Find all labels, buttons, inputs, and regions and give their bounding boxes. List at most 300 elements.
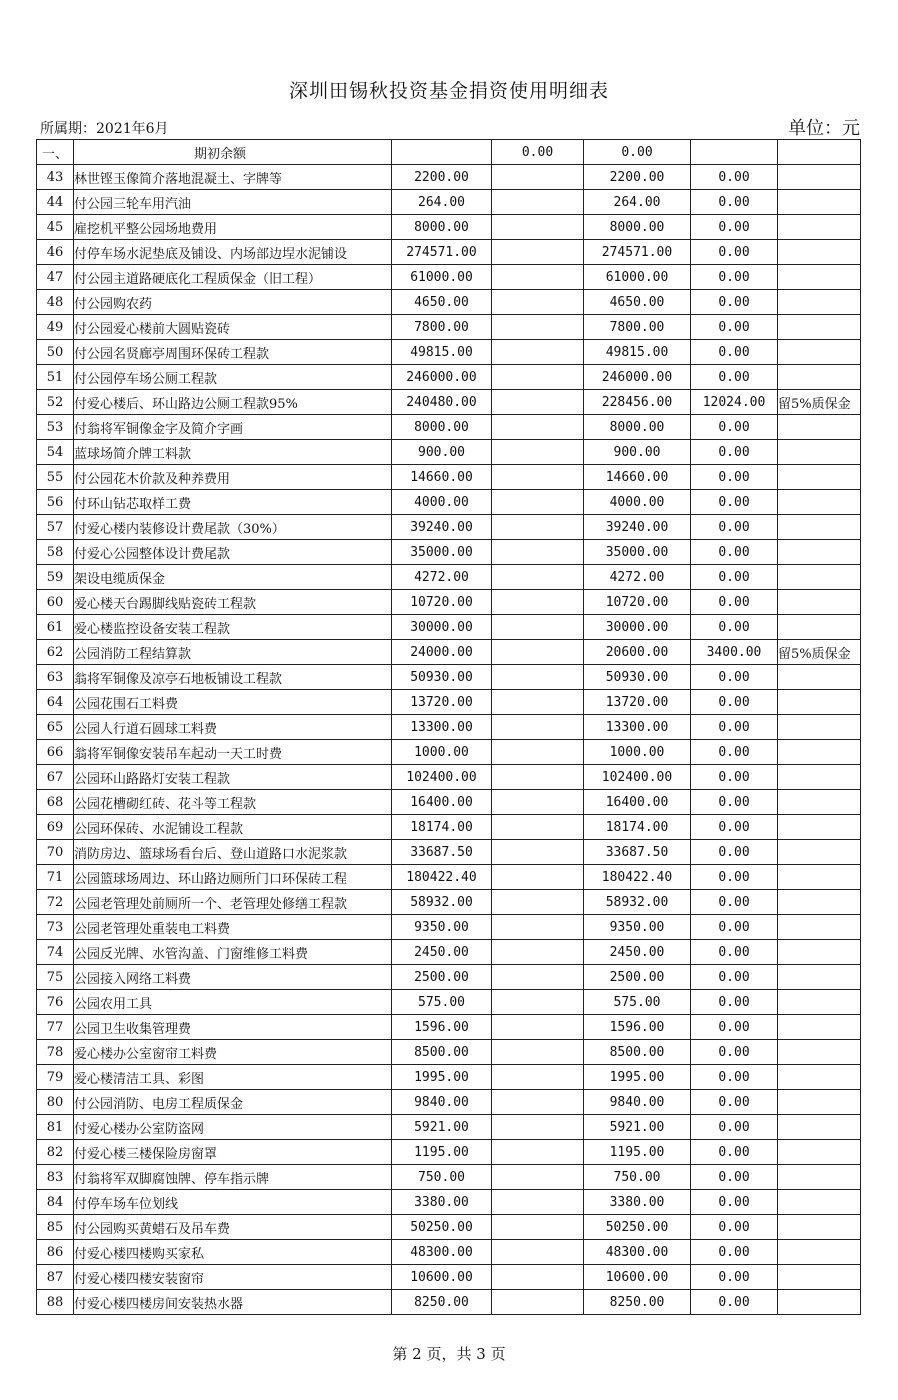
table-row xyxy=(37,1265,861,1290)
row-number: 84 xyxy=(37,1190,74,1215)
row-note xyxy=(778,215,861,240)
row-number: 79 xyxy=(37,1065,74,1090)
row-amount: 49815.00 xyxy=(392,340,492,365)
row-number: 77 xyxy=(37,1015,74,1040)
row-note xyxy=(778,690,861,715)
row-balance: 0.00 xyxy=(691,940,778,965)
table-row xyxy=(37,1165,861,1190)
row-amount: 1596.00 xyxy=(392,1015,492,1040)
row-number: 49 xyxy=(37,315,74,340)
row-amount: 750.00 xyxy=(392,1165,492,1190)
table-row xyxy=(37,640,861,665)
row-balance: 0.00 xyxy=(691,1215,778,1240)
row-number: 46 xyxy=(37,240,74,265)
row-amount: 14660.00 xyxy=(392,465,492,490)
row-note xyxy=(778,790,861,815)
row-paid: 30000.00 xyxy=(584,615,691,640)
table-row xyxy=(37,440,861,465)
row-amount: 30000.00 xyxy=(392,615,492,640)
row-description: 公园老管理处重装电工料费 xyxy=(74,915,392,940)
row-amount: 58932.00 xyxy=(392,890,492,915)
row-note xyxy=(778,365,861,390)
table-row xyxy=(37,190,861,215)
row-description: 公园花围石工料费 xyxy=(74,690,392,715)
table-row xyxy=(37,565,861,590)
table-row xyxy=(37,465,861,490)
row-paid: 20600.00 xyxy=(584,640,691,665)
row-received xyxy=(492,940,584,965)
row-paid: 4272.00 xyxy=(584,565,691,590)
row-note xyxy=(778,915,861,940)
row-note xyxy=(778,540,861,565)
row-amount: 900.00 xyxy=(392,440,492,465)
row-number: 80 xyxy=(37,1090,74,1115)
row-received xyxy=(492,665,584,690)
row-description: 付爱心楼四楼安装窗帘 xyxy=(74,1265,392,1290)
row-description: 架设电缆质保金 xyxy=(74,565,392,590)
row-received xyxy=(492,240,584,265)
row-amount: 35000.00 xyxy=(392,540,492,565)
row-balance: 0.00 xyxy=(691,590,778,615)
row-number: 69 xyxy=(37,815,74,840)
row-paid: 39240.00 xyxy=(584,515,691,540)
row-paid: 180422.40 xyxy=(584,865,691,890)
row-note xyxy=(778,590,861,615)
table-row xyxy=(37,1015,861,1040)
row-balance: 12024.00 xyxy=(691,390,778,415)
table-row xyxy=(37,665,861,690)
row-amount: 18174.00 xyxy=(392,815,492,840)
row-paid: 750.00 xyxy=(584,1165,691,1190)
row-received xyxy=(492,590,584,615)
row-received xyxy=(492,1240,584,1265)
row-amount: 9840.00 xyxy=(392,1090,492,1115)
row-note xyxy=(778,565,861,590)
row-number: 68 xyxy=(37,790,74,815)
row-note: 留5%质保金 xyxy=(778,390,861,415)
row-amount: 13300.00 xyxy=(392,715,492,740)
row-amount: 4272.00 xyxy=(392,565,492,590)
table-row xyxy=(37,515,861,540)
row-paid: 10600.00 xyxy=(584,1265,691,1290)
row-amount: 50250.00 xyxy=(392,1215,492,1240)
row-number: 82 xyxy=(37,1140,74,1165)
row-number: 48 xyxy=(37,290,74,315)
row-note xyxy=(778,740,861,765)
row-received xyxy=(492,315,584,340)
table-row xyxy=(37,1090,861,1115)
row-note xyxy=(778,190,861,215)
row-paid: 900.00 xyxy=(584,440,691,465)
row-amount: 24000.00 xyxy=(392,640,492,665)
row-paid: 61000.00 xyxy=(584,265,691,290)
row-note xyxy=(778,865,861,890)
row-note xyxy=(778,1040,861,1065)
row-received xyxy=(492,890,584,915)
row-description: 付爱心楼四楼房间安装热水器 xyxy=(74,1290,392,1315)
row-number: 85 xyxy=(37,1215,74,1240)
row-description: 爱心楼办公室窗帘工料费 xyxy=(74,1040,392,1065)
table-row xyxy=(37,840,861,865)
row-amount: 8000.00 xyxy=(392,415,492,440)
row-number: 64 xyxy=(37,690,74,715)
row-paid: 18174.00 xyxy=(584,815,691,840)
row-paid: 5921.00 xyxy=(584,1115,691,1140)
row-balance: 0.00 xyxy=(691,1040,778,1065)
row-paid: 4650.00 xyxy=(584,290,691,315)
row-amount: 16400.00 xyxy=(392,790,492,815)
table-row xyxy=(37,790,861,815)
row-balance: 0.00 xyxy=(691,815,778,840)
row-number: 54 xyxy=(37,440,74,465)
row-paid: 8000.00 xyxy=(584,215,691,240)
row-description: 付爱心公园整体设计费尾款 xyxy=(74,540,392,565)
row-balance: 0.00 xyxy=(691,265,778,290)
row-note xyxy=(778,1240,861,1265)
row-paid: 2450.00 xyxy=(584,940,691,965)
row-amount: 4650.00 xyxy=(392,290,492,315)
row-note xyxy=(778,1065,861,1090)
row-amount: 8250.00 xyxy=(392,1290,492,1315)
period-label: 所属期：2021年6月 xyxy=(40,121,169,137)
row-note xyxy=(778,1115,861,1140)
row-amount: 4000.00 xyxy=(392,490,492,515)
row-balance: 0.00 xyxy=(691,565,778,590)
row-balance: 0.00 xyxy=(691,190,778,215)
row-note xyxy=(778,140,861,165)
row-paid: 50250.00 xyxy=(584,1215,691,1240)
row-received xyxy=(492,740,584,765)
row-received xyxy=(492,440,584,465)
row-number: 51 xyxy=(37,365,74,390)
row-description: 公园人行道石圆球工料费 xyxy=(74,715,392,740)
row-amount: 7800.00 xyxy=(392,315,492,340)
table-row xyxy=(37,165,861,190)
row-balance: 0.00 xyxy=(691,465,778,490)
row-description: 公园老管理处前厕所一个、老管理处修缮工程款 xyxy=(74,890,392,915)
row-description: 公园环保砖、水泥铺设工程款 xyxy=(74,815,392,840)
row-description: 付爱心楼内装修设计费尾款（30%） xyxy=(74,515,392,540)
row-amount: 39240.00 xyxy=(392,515,492,540)
row-paid: 9350.00 xyxy=(584,915,691,940)
row-description: 翁将军铜像及凉亭石地板铺设工程款 xyxy=(74,665,392,690)
row-received xyxy=(492,490,584,515)
table-row xyxy=(37,315,861,340)
row-description: 付公园购买黄蜡石及吊车费 xyxy=(74,1215,392,1240)
row-description: 付公园主道路硬底化工程质保金（旧工程） xyxy=(74,265,392,290)
row-amount: 50930.00 xyxy=(392,665,492,690)
row-paid: 13720.00 xyxy=(584,690,691,715)
row-received xyxy=(492,1040,584,1065)
row-amount: 180422.40 xyxy=(392,865,492,890)
row-paid: 8250.00 xyxy=(584,1290,691,1315)
row-balance xyxy=(691,140,778,165)
row-amount: 48300.00 xyxy=(392,1240,492,1265)
row-received xyxy=(492,365,584,390)
row-paid: 274571.00 xyxy=(584,240,691,265)
row-amount: 33687.50 xyxy=(392,840,492,865)
row-balance: 0.00 xyxy=(691,1065,778,1090)
row-description: 公园农用工具 xyxy=(74,990,392,1015)
table-row xyxy=(37,265,861,290)
row-balance: 0.00 xyxy=(691,890,778,915)
row-number: 44 xyxy=(37,190,74,215)
row-balance: 0.00 xyxy=(691,1190,778,1215)
row-number: 58 xyxy=(37,540,74,565)
row-received: 0.00 xyxy=(492,140,584,165)
table-row xyxy=(37,240,861,265)
row-note xyxy=(778,1190,861,1215)
row-balance: 0.00 xyxy=(691,240,778,265)
row-received xyxy=(492,865,584,890)
row-note xyxy=(778,240,861,265)
row-balance: 0.00 xyxy=(691,765,778,790)
row-note xyxy=(778,490,861,515)
row-balance: 3400.00 xyxy=(691,640,778,665)
row-description: 雇挖机平整公园场地费用 xyxy=(74,215,392,240)
row-note xyxy=(778,265,861,290)
row-balance: 0.00 xyxy=(691,165,778,190)
row-paid: 8500.00 xyxy=(584,1040,691,1065)
row-paid: 0.00 xyxy=(584,140,691,165)
row-paid: 10720.00 xyxy=(584,590,691,615)
row-note xyxy=(778,765,861,790)
row-note xyxy=(778,515,861,540)
table-row xyxy=(37,1040,861,1065)
row-paid: 4000.00 xyxy=(584,490,691,515)
row-number: 63 xyxy=(37,665,74,690)
row-number: 60 xyxy=(37,590,74,615)
row-number: 61 xyxy=(37,615,74,640)
row-balance: 0.00 xyxy=(691,440,778,465)
row-paid: 16400.00 xyxy=(584,790,691,815)
row-received xyxy=(492,1065,584,1090)
row-number: 45 xyxy=(37,215,74,240)
row-received xyxy=(492,1015,584,1040)
row-received xyxy=(492,715,584,740)
row-balance: 0.00 xyxy=(691,1140,778,1165)
page-footer: 第 2 页，共 3 页 xyxy=(392,1345,506,1363)
row-paid: 14660.00 xyxy=(584,465,691,490)
row-amount: 240480.00 xyxy=(392,390,492,415)
row-note xyxy=(778,1290,861,1315)
row-amount: 2200.00 xyxy=(392,165,492,190)
row-received xyxy=(492,1190,584,1215)
row-description: 翁将军铜像安装吊车起动一天工时费 xyxy=(74,740,392,765)
row-received xyxy=(492,515,584,540)
row-balance: 0.00 xyxy=(691,840,778,865)
row-received xyxy=(492,565,584,590)
row-received xyxy=(492,965,584,990)
row-balance: 0.00 xyxy=(691,915,778,940)
row-description: 付爱心楼办公室防盗网 xyxy=(74,1115,392,1140)
row-description: 期初余额 xyxy=(74,140,392,165)
row-amount xyxy=(392,140,492,165)
row-paid: 58932.00 xyxy=(584,890,691,915)
table-row xyxy=(37,990,861,1015)
row-balance: 0.00 xyxy=(691,365,778,390)
row-received xyxy=(492,540,584,565)
table-row xyxy=(37,815,861,840)
table-row xyxy=(37,1140,861,1165)
row-number: 86 xyxy=(37,1240,74,1265)
row-paid: 7800.00 xyxy=(584,315,691,340)
row-balance: 0.00 xyxy=(691,290,778,315)
row-paid: 2500.00 xyxy=(584,965,691,990)
row-description: 付翁将军铜像金字及简介字画 xyxy=(74,415,392,440)
row-note xyxy=(778,1015,861,1040)
row-balance: 0.00 xyxy=(691,715,778,740)
row-paid: 48300.00 xyxy=(584,1240,691,1265)
row-paid: 9840.00 xyxy=(584,1090,691,1115)
row-paid: 246000.00 xyxy=(584,365,691,390)
row-description: 付公园名贤廊亭周围环保砖工程款 xyxy=(74,340,392,365)
table-row xyxy=(37,965,861,990)
row-balance: 0.00 xyxy=(691,1240,778,1265)
table-row xyxy=(37,1240,861,1265)
row-received xyxy=(492,1265,584,1290)
row-description: 公园接入网络工料费 xyxy=(74,965,392,990)
row-balance: 0.00 xyxy=(691,1290,778,1315)
table-row xyxy=(37,615,861,640)
row-paid: 33687.50 xyxy=(584,840,691,865)
row-balance: 0.00 xyxy=(691,615,778,640)
row-amount: 8500.00 xyxy=(392,1040,492,1065)
row-description: 公园反光牌、水管沟盖、门窗维修工料费 xyxy=(74,940,392,965)
row-received xyxy=(492,165,584,190)
row-description: 付停车场水泥垫底及铺设、内场部边埕水泥铺设 xyxy=(74,240,392,265)
row-balance: 0.00 xyxy=(691,665,778,690)
row-amount: 3380.00 xyxy=(392,1190,492,1215)
row-description: 付爱心楼四楼购买家私 xyxy=(74,1240,392,1265)
row-number: 70 xyxy=(37,840,74,865)
row-description: 蓝球场简介牌工料款 xyxy=(74,440,392,465)
row-amount: 102400.00 xyxy=(392,765,492,790)
row-note xyxy=(778,440,861,465)
row-note xyxy=(778,465,861,490)
row-amount: 10720.00 xyxy=(392,590,492,615)
row-received xyxy=(492,1090,584,1115)
row-number: 43 xyxy=(37,165,74,190)
row-number: 66 xyxy=(37,740,74,765)
row-number: 59 xyxy=(37,565,74,590)
row-note xyxy=(778,1215,861,1240)
row-note xyxy=(778,165,861,190)
table-row xyxy=(37,415,861,440)
row-number: 74 xyxy=(37,940,74,965)
row-description: 爱心楼天台踢脚线贴瓷砖工程款 xyxy=(74,590,392,615)
table-row xyxy=(37,215,861,240)
row-received xyxy=(492,215,584,240)
row-number: 52 xyxy=(37,390,74,415)
table-row xyxy=(37,1065,861,1090)
row-paid: 3380.00 xyxy=(584,1190,691,1215)
row-note xyxy=(778,965,861,990)
row-received xyxy=(492,765,584,790)
row-number: 55 xyxy=(37,465,74,490)
row-received xyxy=(492,640,584,665)
row-number: 76 xyxy=(37,990,74,1015)
ledger-table xyxy=(36,139,861,1315)
row-received xyxy=(492,790,584,815)
row-balance: 0.00 xyxy=(691,490,778,515)
table-row xyxy=(37,1290,861,1315)
table-row xyxy=(37,1115,861,1140)
row-description: 公园环山路路灯安装工程款 xyxy=(74,765,392,790)
row-note xyxy=(778,340,861,365)
row-note xyxy=(778,815,861,840)
row-amount: 10600.00 xyxy=(392,1265,492,1290)
table-row xyxy=(37,290,861,315)
row-received xyxy=(492,1115,584,1140)
row-balance: 0.00 xyxy=(691,1090,778,1115)
table-row xyxy=(37,590,861,615)
row-amount: 61000.00 xyxy=(392,265,492,290)
row-number: 72 xyxy=(37,890,74,915)
row-number: 73 xyxy=(37,915,74,940)
row-description: 林世铿玉像简介落地混凝土、字牌等 xyxy=(74,165,392,190)
row-balance: 0.00 xyxy=(691,315,778,340)
row-description: 付停车场车位划线 xyxy=(74,1190,392,1215)
row-description: 付翁将军双脚腐蚀牌、停车指示牌 xyxy=(74,1165,392,1190)
row-description: 付爱心楼三楼保险房窗罩 xyxy=(74,1140,392,1165)
row-paid: 2200.00 xyxy=(584,165,691,190)
table-row xyxy=(37,940,861,965)
row-amount: 1995.00 xyxy=(392,1065,492,1090)
ledger-body xyxy=(37,140,861,1315)
row-number: 62 xyxy=(37,640,74,665)
row-balance: 0.00 xyxy=(691,1265,778,1290)
row-paid: 575.00 xyxy=(584,990,691,1015)
row-received xyxy=(492,615,584,640)
row-received xyxy=(492,290,584,315)
row-amount: 2500.00 xyxy=(392,965,492,990)
row-received xyxy=(492,390,584,415)
row-received xyxy=(492,840,584,865)
row-description: 消防房边、篮球场看台后、登山道路口水泥浆款 xyxy=(74,840,392,865)
table-row xyxy=(37,915,861,940)
row-number: 一、 xyxy=(37,140,74,165)
row-balance: 0.00 xyxy=(691,1165,778,1190)
row-received xyxy=(492,990,584,1015)
row-note xyxy=(778,840,861,865)
row-note xyxy=(778,1090,861,1115)
row-amount: 2450.00 xyxy=(392,940,492,965)
table-row xyxy=(37,490,861,515)
row-note xyxy=(778,990,861,1015)
table-row xyxy=(37,365,861,390)
row-balance: 0.00 xyxy=(691,415,778,440)
row-description: 付公园购农药 xyxy=(74,290,392,315)
row-received xyxy=(492,1215,584,1240)
row-description: 爱心楼监控设备安装工程款 xyxy=(74,615,392,640)
row-number: 57 xyxy=(37,515,74,540)
row-received xyxy=(492,915,584,940)
row-balance: 0.00 xyxy=(691,965,778,990)
table-row xyxy=(37,715,861,740)
row-number: 56 xyxy=(37,490,74,515)
row-number: 78 xyxy=(37,1040,74,1065)
row-balance: 0.00 xyxy=(691,865,778,890)
row-number: 53 xyxy=(37,415,74,440)
row-amount: 8000.00 xyxy=(392,215,492,240)
row-paid: 1195.00 xyxy=(584,1140,691,1165)
table-row xyxy=(37,865,861,890)
row-received xyxy=(492,1165,584,1190)
row-note xyxy=(778,615,861,640)
table-row xyxy=(37,1215,861,1240)
row-amount: 9350.00 xyxy=(392,915,492,940)
